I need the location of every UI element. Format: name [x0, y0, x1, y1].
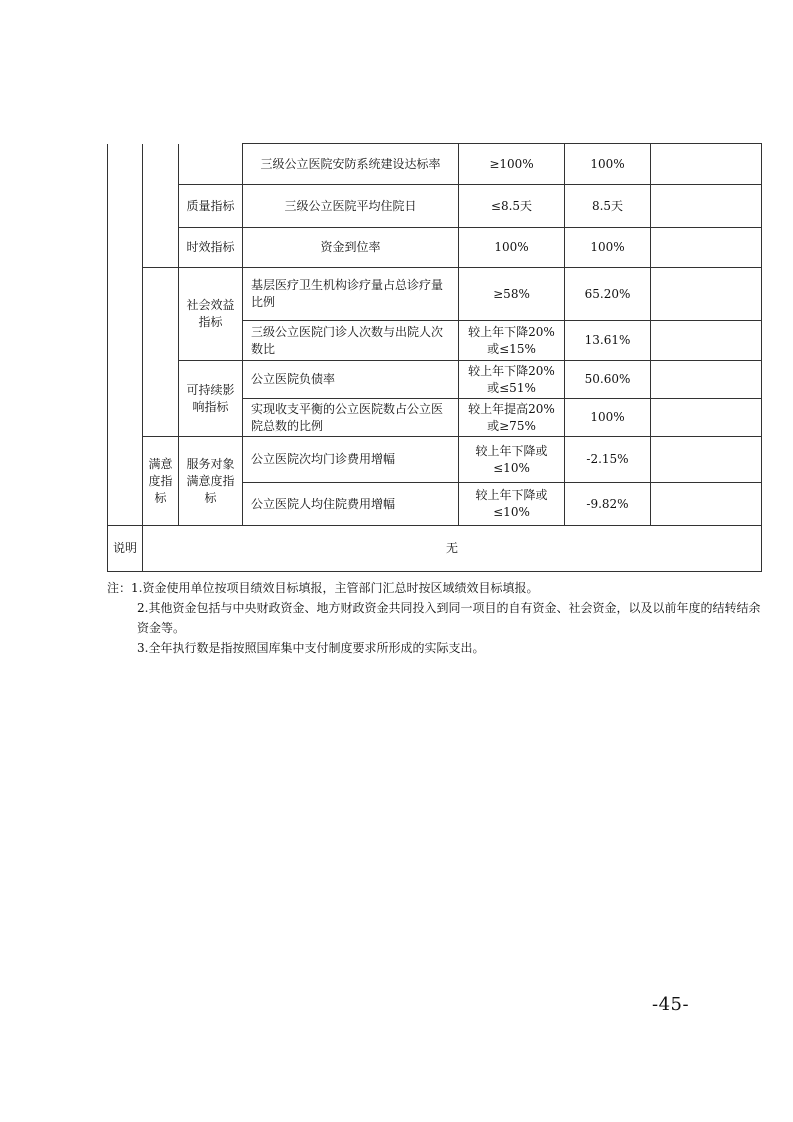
table-row: [108, 268, 762, 321]
note-1: 注：1.资金使用单位按项目绩效目标填报，主管部门汇总时按区域绩效目标填报。: [107, 581, 539, 595]
remark-cell: [651, 361, 762, 399]
actual-cell: 8.5天: [565, 185, 651, 228]
actual-cell: 50.60%: [565, 361, 651, 399]
indicator-cell: 基层医疗卫生机构诊疗量占总诊疗量比例: [243, 268, 459, 321]
remark-cell: [651, 185, 762, 228]
target-cell: 较上年下降20%或≤51%: [459, 361, 565, 399]
performance-table: [107, 143, 762, 572]
target-cell: 较上年提高20%或≥75%: [459, 399, 565, 437]
table-row: [108, 361, 762, 399]
actual-cell: -9.82%: [565, 483, 651, 526]
remark-cell: [651, 321, 762, 361]
indicator-cell: 三级公立医院平均住院日: [243, 185, 459, 228]
actual-cell: 100%: [565, 144, 651, 185]
category-blank-cell: [143, 268, 179, 437]
note-2: 2.其他资金包括与中央财政资金、地方财政资金共同投入到同一项目的自有资金、社会资金，以及以前年度的结转结余资金等。: [137, 601, 761, 635]
indicator-cell: 公立医院次均门诊费用增幅: [243, 437, 459, 483]
outer-blank-cell: [108, 144, 143, 526]
actual-cell: 13.61%: [565, 321, 651, 361]
remark-value: 无: [143, 526, 762, 572]
table-row: [108, 185, 762, 228]
table-row: [108, 228, 762, 268]
indicator-cell: 三级公立医院门诊人次数与出院人次数比: [243, 321, 459, 361]
actual-cell: 100%: [565, 228, 651, 268]
subcategory-cell: 可持续影响指标: [179, 361, 243, 437]
target-cell: 较上年下降20%或≤15%: [459, 321, 565, 361]
indicator-cell: 资金到位率: [243, 228, 459, 268]
remark-cell: [651, 228, 762, 268]
remark-cell: [651, 483, 762, 526]
target-cell: 100%: [459, 228, 565, 268]
indicator-cell: 公立医院负债率: [243, 361, 459, 399]
actual-cell: 100%: [565, 399, 651, 437]
subcategory-cell: 质量指标: [179, 185, 243, 228]
target-cell: ≤8.5天: [459, 185, 565, 228]
page-number: -45-: [652, 994, 690, 1015]
target-cell: 较上年下降或≤10%: [459, 483, 565, 526]
note-3: 3.全年执行数是指按照国库集中支付制度要求所形成的实际支出。: [137, 641, 485, 655]
target-cell: 较上年下降或≤10%: [459, 437, 565, 483]
subcategory-cell: [179, 144, 243, 185]
remark-row: [108, 526, 762, 572]
actual-cell: -2.15%: [565, 437, 651, 483]
indicator-cell: 公立医院人均住院费用增幅: [243, 483, 459, 526]
category-cell: 满意度指标: [143, 437, 179, 526]
target-cell: ≥58%: [459, 268, 565, 321]
remark-cell: [651, 399, 762, 437]
remark-cell: [651, 268, 762, 321]
actual-cell: 65.20%: [565, 268, 651, 321]
subcategory-cell: 社会效益指标: [179, 268, 243, 361]
subcategory-cell: 时效指标: [179, 228, 243, 268]
remark-label: 说明: [108, 526, 143, 572]
remark-cell: [651, 437, 762, 483]
remark-cell: [651, 144, 762, 185]
table-row: [108, 437, 762, 483]
indicator-cell: 三级公立医院安防系统建设达标率: [243, 144, 459, 185]
table-row: [108, 144, 762, 185]
category-blank-cell: [143, 144, 179, 268]
indicator-cell: 实现收支平衡的公立医院数占公立医院总数的比例: [243, 399, 459, 437]
subcategory-cell: 服务对象满意度指标: [179, 437, 243, 526]
target-cell: ≥100%: [459, 144, 565, 185]
table-notes: [107, 578, 761, 658]
